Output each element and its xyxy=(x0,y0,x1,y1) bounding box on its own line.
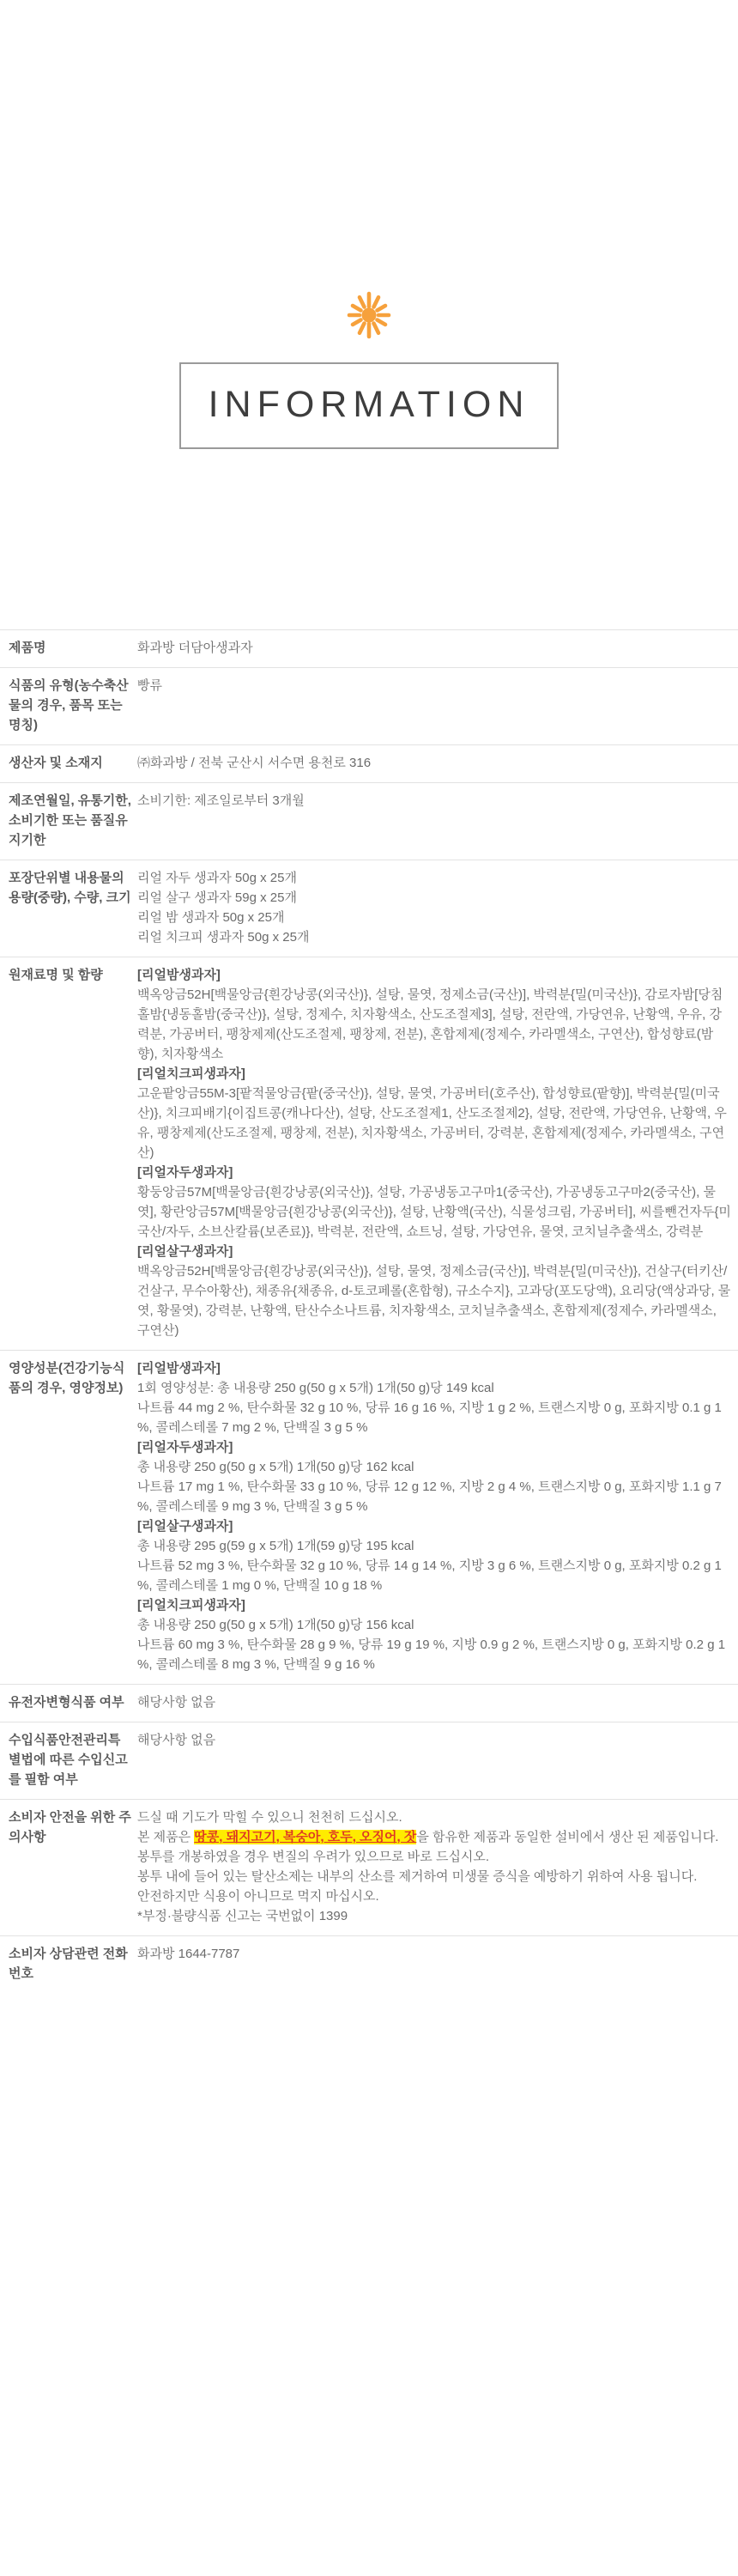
table-row xyxy=(0,783,738,860)
sunburst-center xyxy=(362,308,377,323)
section-title: [리얼자두생과자] xyxy=(137,1165,233,1180)
table-row xyxy=(0,1351,738,1685)
value-line: 봉투 내에 들어 있는 탈산소제는 내부의 산소를 제거하여 미생물 증식을 예방하기 위하여 사용 됩니다. xyxy=(137,1869,698,1884)
table-row xyxy=(0,1800,738,1936)
value-line: ㈜화과방 / 전북 군산시 서수면 용천로 316 xyxy=(137,756,372,770)
allergen-highlight: 땅콩, 돼지고기, 복숭아, 호두, 오징어, 잣 xyxy=(194,1830,417,1844)
section-title: [리얼자두생과자] xyxy=(137,1440,233,1455)
table-row xyxy=(0,745,738,783)
row-value xyxy=(137,965,738,1340)
table-row xyxy=(0,860,738,957)
value-line: 해당사항 없음 xyxy=(137,1695,216,1710)
row-label: 유전자변형식품 여부 xyxy=(9,1695,124,1710)
row-value xyxy=(137,1807,738,1926)
value-line: 고운팥앙금55M-3[팥적물앙금{팥(중국산)}, 설탕, 물엿, 가공버터(호주산), 합성향료(팥향)], 박력분{밀(미국산)}, 치크피배기{이집트콩(캐나다산), 설탕, 산도조절제1, 산도조절제2}, 설탕, 전란액, 가당연유, 난황액, 우유, 팽창제제(산도조절제, 팽창제, 전분), 치자황색소, 가공버터, 강력분, 혼합제제(정제수, 카라멜색소, 구연산) xyxy=(137,1086,727,1160)
value-line: 나트륨 17 mg 1 %, 탄수화물 33 g 10 %, 당류 12 g 12 %, 지방 2 g 4 %, 트랜스지방 0 g, 포화지방 1.1 g 7 %, 콜레스테롤 9 mg 3 %, 단백질 3 g 5 % xyxy=(137,1479,722,1514)
value-line: 1회 영양성분: 총 내용량 250 g(50 g x 5개) 1개(50 g)당 149 kcal xyxy=(137,1381,494,1395)
row-value xyxy=(137,753,738,773)
row-value xyxy=(137,1692,738,1712)
table-row xyxy=(0,1685,738,1722)
value-line: 빵류 xyxy=(137,678,162,693)
value-line: 안전하지만 식용이 아니므로 먹지 마십시오. xyxy=(137,1889,379,1904)
value-line: 백옥앙금52H[백물앙금{흰강낭콩(외국산)}, 설탕, 물엿, 정제소금(국산)], 박력분{밀(미국산)}, 건살구(터키산/건살구, 무수아황산), 채종유{채종유, d-토코페롤(혼합형), 규소수지}, 고과당(포도당액), 요리당(액상과당, 물엿, 황물엿), 강력분, 난황액, 탄산수소나트륨, 치자황색소, 코치닐추출색소, 혼합제제(정제수, 카라멜색소, 구연산) xyxy=(137,1264,731,1338)
row-label: 수입식품안전관리특별법에 따른 수입신고를 필함 여부 xyxy=(9,1733,128,1787)
section-title: [리얼살구생과자] xyxy=(137,1519,233,1534)
row-label: 포장단위별 내용물의 용량(중량), 수량, 크기 xyxy=(9,871,131,905)
section-title: [리얼치크피생과자] xyxy=(137,1598,245,1613)
row-value xyxy=(137,868,738,947)
row-value xyxy=(137,638,738,658)
value-line: *부정·불량식품 신고는 국번없이 1399 xyxy=(137,1909,348,1923)
row-label: 제조연월일, 유통기한, 소비기한 또는 품질유지기한 xyxy=(9,793,131,848)
row-label: 제품명 xyxy=(9,641,46,655)
value-line: 리얼 치크피 생과자 50g x 25개 xyxy=(137,930,310,945)
sunburst-icon xyxy=(346,290,392,340)
value-line: 총 내용량 295 g(59 g x 5개) 1개(59 g)당 195 kcal xyxy=(137,1539,414,1553)
row-label: 식품의 유형(농수축산물의 경우, 품목 또는 명칭) xyxy=(9,678,129,732)
value-line: 봉투를 개봉하였을 경우 변질의 우려가 있으므로 바로 드십시오. xyxy=(137,1850,490,1864)
information-title-box xyxy=(179,362,559,449)
value-line: 황둥앙금57M[백물앙금{흰강낭콩(외국산)}, 설탕, 가공냉동고구마1(중국산), 가공냉동고구마2(중국산), 물엿], 황란앙금57M[백물앙금{흰강낭콩(외국산)}, 설탕, 난황액(국산), 식물성크림, 가공버터], 씨를뺀건자두{미국산/자두, 소브산칼륨(보존료)}, 박력분, 전란액, 쇼트닝, 설탕, 가당연유, 물엿, 코치닐추출색소, 강력분 xyxy=(137,1185,731,1239)
row-value xyxy=(137,791,738,850)
value-line: 나트륨 44 mg 2 %, 탄수화물 32 g 10 %, 당류 16 g 16 %, 지방 1 g 2 %, 트랜스지방 0 g, 포화지방 0.1 g 1 %, 콜레스테롤 7 mg 2 %, 단백질 3 g 5 % xyxy=(137,1400,722,1435)
value-line: 리얼 살구 생과자 59g x 25개 xyxy=(137,890,297,905)
value-text: 본 제품은 xyxy=(137,1830,195,1844)
table-row xyxy=(0,1936,738,1993)
page-title: INFORMATION xyxy=(208,384,530,425)
value-line: 소비기한: 제조일로부터 3개월 xyxy=(137,793,305,808)
table-row xyxy=(0,668,738,745)
value-line: 나트륨 52 mg 3 %, 탄수화물 32 g 10 %, 당류 14 g 14 %, 지방 3 g 6 %, 트랜스지방 0 g, 포화지방 0.2 g 1 %, 콜레스테롤 1 mg 0 %, 단백질 10 g 18 % xyxy=(137,1558,722,1593)
row-label: 소비자 상담관련 전화번호 xyxy=(9,1947,128,1981)
value-line: 총 내용량 250 g(50 g x 5개) 1개(50 g)당 156 kcal xyxy=(137,1618,414,1632)
section-title: [리얼밤생과자] xyxy=(137,968,221,982)
value-line: 백옥앙금52H[백물앙금{흰강낭콩(외국산)}, 설탕, 물엿, 정제소금(국산)], 박력분{밀(미국산)}, 감로자밤[당침홀밤{냉동홀밤(중국산)}, 설탕, 정제수, 치자황색소, 산도조절제3], 설탕, 전란액, 가당연유, 난황액, 우유, 강력분, 가공버터, 팽창제제(산도조절제, 팽창제, 전분), 혼합제제(정제수, 카라멜색소, 구연산), 합성향료(밤향), 치자황색소 xyxy=(137,987,723,1061)
info-table xyxy=(0,629,738,1993)
value-line: 화과방 1644-7787 xyxy=(137,1947,240,1961)
section-title: [리얼치크피생과자] xyxy=(137,1066,245,1081)
value-text: 을 함유한 제품과 동일한 설비에서 생산 된 제품입니다. xyxy=(416,1830,719,1844)
row-label: 소비자 안전을 위한 주의사항 xyxy=(9,1810,131,1844)
row-value xyxy=(137,1730,738,1789)
row-label: 원재료명 및 함량 xyxy=(9,968,103,982)
value-line: 리얼 밤 생과자 50g x 25개 xyxy=(137,910,285,925)
row-label: 영양성분(건강기능식품의 경우, 영양정보) xyxy=(9,1361,125,1395)
value-line: 총 내용량 250 g(50 g x 5개) 1개(50 g)당 162 kcal xyxy=(137,1460,414,1474)
value-line: 드실 때 기도가 막힐 수 있으니 천천히 드십시오. xyxy=(137,1810,402,1825)
section-title: [리얼밤생과자] xyxy=(137,1361,221,1376)
row-value xyxy=(137,1944,738,1984)
row-value xyxy=(137,1358,738,1674)
table-row xyxy=(0,630,738,668)
value-line: 리얼 자두 생과자 50g x 25개 xyxy=(137,871,297,885)
section-title: [리얼살구생과자] xyxy=(137,1244,233,1259)
page-header xyxy=(0,0,738,449)
value-line: 해당사항 없음 xyxy=(137,1733,216,1747)
value-line: 나트륨 60 mg 3 %, 탄수화물 28 g 9 %, 당류 19 g 19 %, 지방 0.9 g 2 %, 트랜스지방 0 g, 포화지방 0.2 g 1 %, 콜레스테롤 8 mg 3 %, 단백질 9 g 16 % xyxy=(137,1637,726,1672)
table-row xyxy=(0,1722,738,1800)
row-value xyxy=(137,676,738,735)
table-row xyxy=(0,957,738,1351)
value-line xyxy=(137,1827,731,1847)
value-line: 화과방 더담아생과자 xyxy=(137,641,253,655)
row-label: 생산자 및 소재지 xyxy=(9,756,103,770)
